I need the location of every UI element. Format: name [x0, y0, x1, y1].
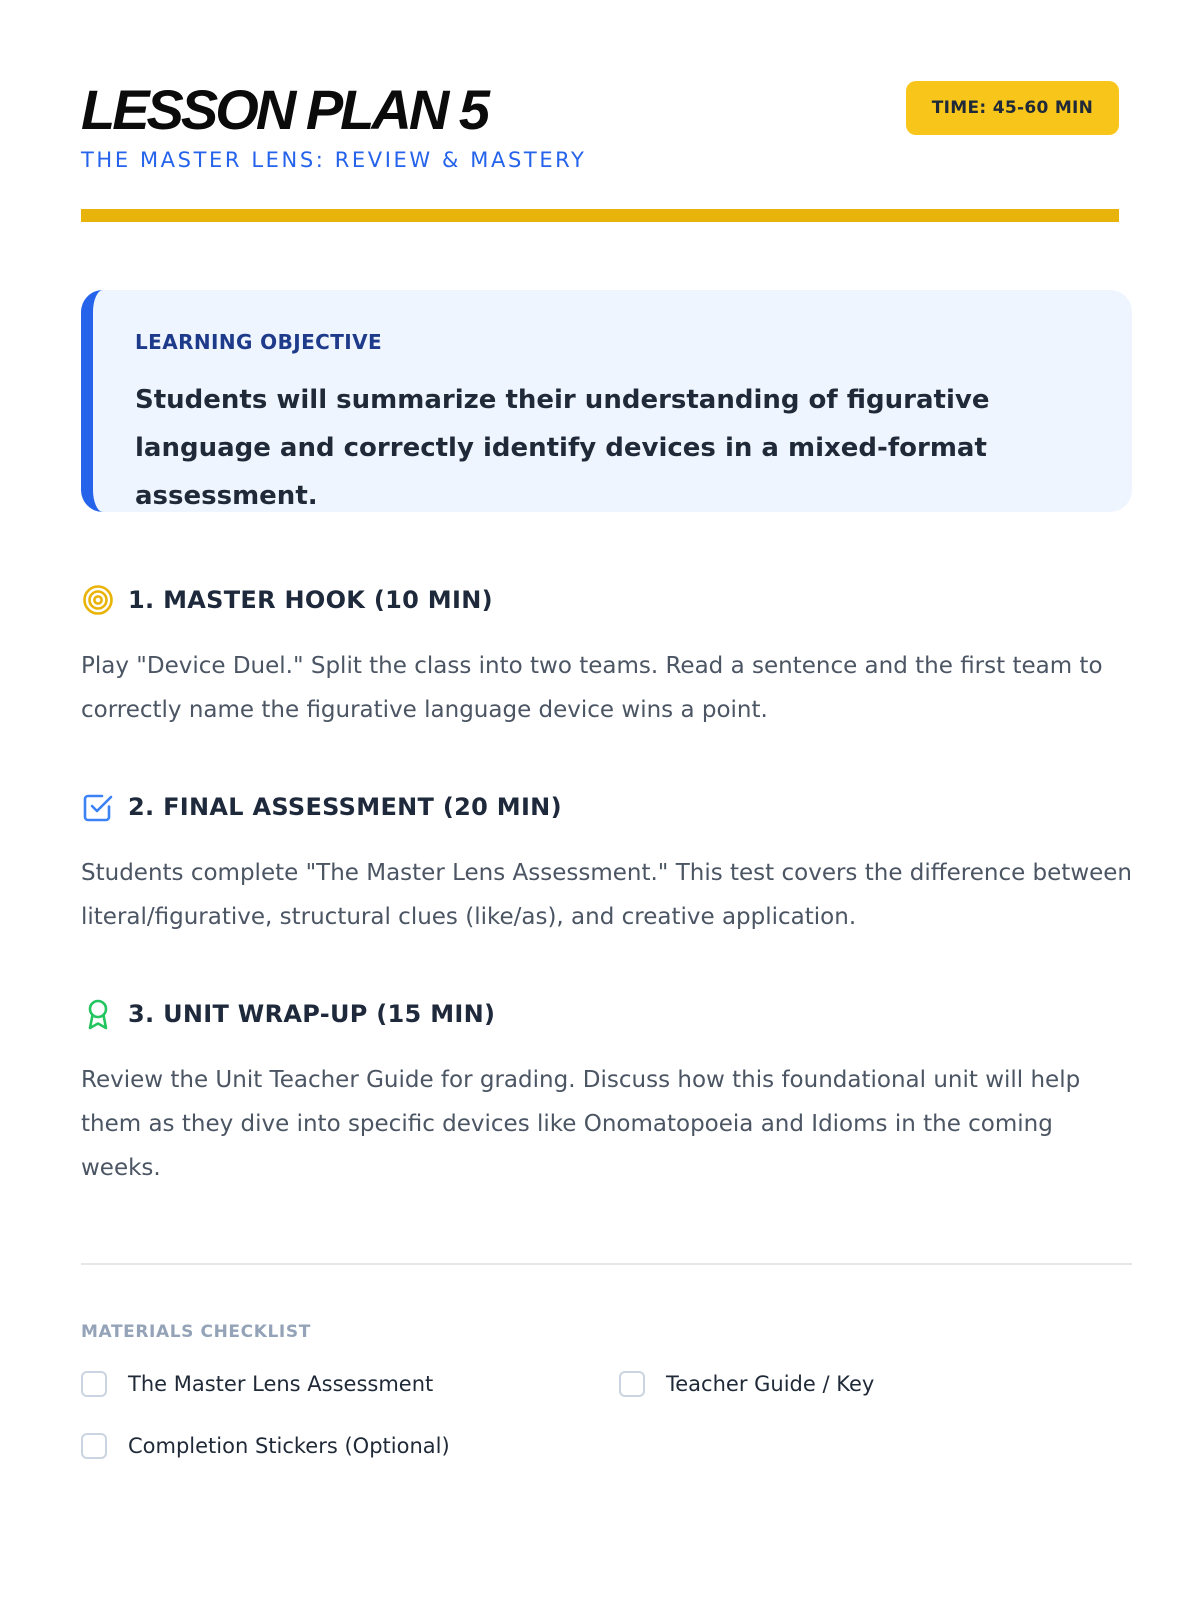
time-badge: TIME: 45-60 MIN — [906, 81, 1119, 135]
award-ribbon-icon — [81, 997, 115, 1031]
checkbox[interactable] — [81, 1371, 107, 1397]
checklist-item-label: The Master Lens Assessment — [128, 1372, 434, 1396]
section-body: Review the Unit Teacher Guide for grading. Discuss how this foundational unit will help them as they dive into specific devices like Onomatopoeia and Idioms in the coming weeks. — [81, 1067, 1081, 1181]
checklist-item-label: Teacher Guide / Key — [666, 1372, 875, 1396]
page-title: LESSON PLAN 5 — [81, 78, 487, 141]
checkbox[interactable] — [81, 1433, 107, 1459]
section-header — [81, 582, 1132, 618]
section-body: Students complete "The Master Lens Assessment." This test covers the difference between literal/figurative, structural clues (like/as), and creative application. — [81, 860, 1133, 930]
section-header — [81, 996, 1132, 1032]
materials-divider — [81, 1263, 1132, 1265]
header — [81, 0, 1119, 222]
section-master-hook — [81, 582, 1132, 732]
materials-checklist — [81, 1370, 1132, 1460]
header-divider — [81, 209, 1119, 222]
section-title: 2. FINAL ASSESSMENT (20 MIN) — [128, 793, 562, 821]
section-header — [81, 789, 1132, 825]
section-final-assessment — [81, 789, 1132, 939]
checklist-item[interactable] — [81, 1370, 619, 1398]
section-unit-wrap-up — [81, 996, 1132, 1190]
materials-checklist-label: MATERIALS CHECKLIST — [81, 1322, 311, 1342]
page-subtitle: THE MASTER LENS: REVIEW & MASTERY — [81, 148, 587, 172]
target-icon — [81, 583, 115, 617]
checkbox-check-icon — [81, 790, 115, 824]
section-title: 1. MASTER HOOK (10 MIN) — [128, 586, 493, 614]
objective-text: Students will summarize their understanding of figurative language and correctly identify devices in a mixed-format assessment. — [135, 385, 990, 511]
learning-objective-card — [81, 290, 1132, 512]
checklist-item[interactable] — [619, 1370, 1132, 1398]
section-title: 3. UNIT WRAP-UP (15 MIN) — [128, 1000, 496, 1028]
section-body: Play "Device Duel." Split the class into two teams. Read a sentence and the first team to correctly name the figurative language device wins a point. — [81, 653, 1103, 723]
objective-label: LEARNING OBJECTIVE — [135, 330, 383, 354]
checkbox[interactable] — [619, 1371, 645, 1397]
checklist-item-label: Completion Stickers (Optional) — [128, 1434, 450, 1458]
checklist-item[interactable] — [81, 1432, 619, 1460]
